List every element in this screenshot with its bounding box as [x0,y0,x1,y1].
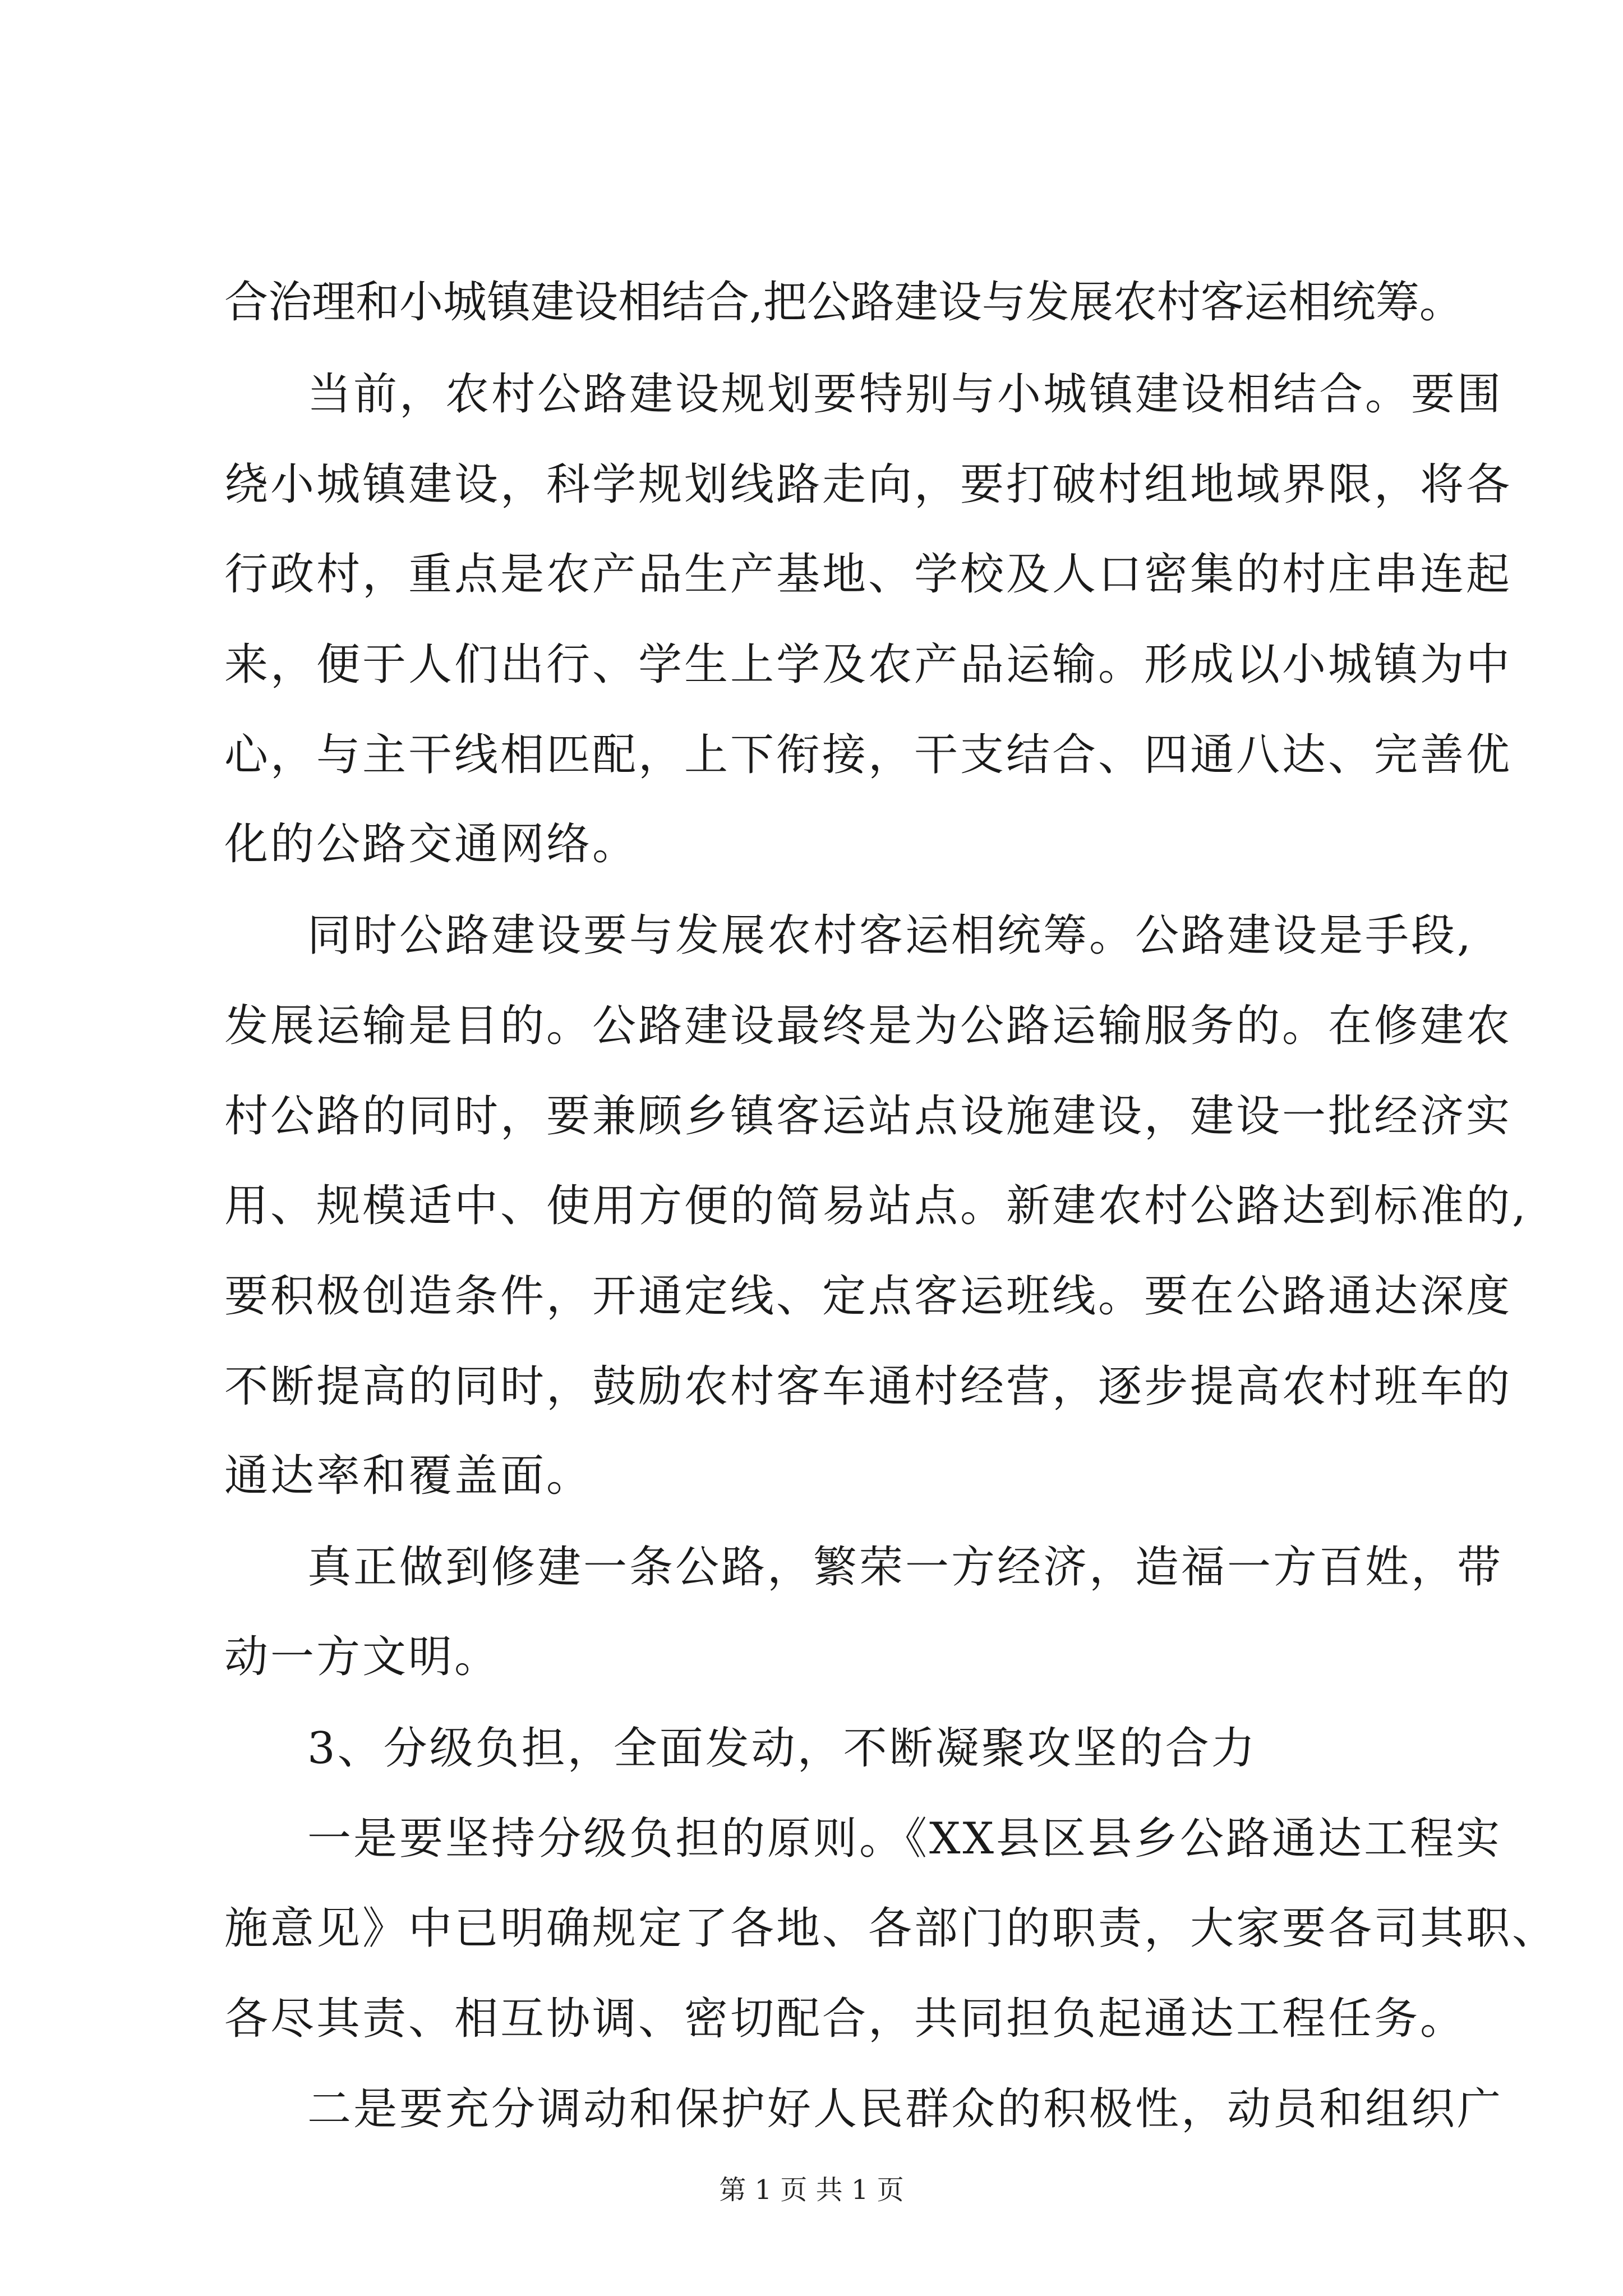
text-line: 动一方文明。 [224,1632,501,1682]
text-line: 心，与主干线相匹配，上下衔接，干支结合、四通八达、完善优 [224,730,1513,780]
text-line: 绕小城镇建设，科学规划线路走向，要打破村组地域界限，将各 [224,459,1513,510]
text-line: 通达率和覆盖面。 [224,1451,593,1501]
section-heading: 3、分级负担，全面发动，不断凝聚攻坚的合力 [307,1723,1257,1774]
text-line: 真正做到修建一条公路，繁荣一方经济，造福一方百姓，带 [307,1542,1504,1593]
text-line: 不断提高的同时，鼓励农村客车通村经营，逐步提高农村班车的 [224,1361,1513,1412]
text-line: 来，便于人们出行、学生上学及农产品运输。形成以小城镇为中 [224,639,1513,690]
text-line: 合治理和小城镇建设相结合,把公路建设与发展农村客运相统筹。 [224,277,1463,328]
text-line: 村公路的同时，要兼顾乡镇客运站点设施建设，建设一批经济实 [224,1091,1513,1142]
text-line: 一是要坚持分级负担的原则。《XX县区县乡公路通达工程实 [307,1814,1502,1864]
text-line: 二是要充分调动和保护好人民群众的积极性，动员和组织广 [307,2084,1504,2134]
text-line: 施意见》中已明确规定了各地、各部门的职责，大家要各司其职、 [224,1903,1559,1954]
text-line: 用、规模适中、使用方便的简易站点。新建农村公路达到标准的, [224,1181,1528,1231]
text-line: 同时公路建设要与发展农村客运相统筹。公路建设是手段, [307,910,1473,961]
text-line: 当前，农村公路建设规划要特别与小城镇建设相结合。要围 [307,369,1504,420]
text-line: 化的公路交通网络。 [224,819,639,869]
page-number-footer: 第 1 页 共 1 页 [719,2174,904,2206]
text-line: 要积极创造条件，开通定线、定点客运班线。要在公路通达深度 [224,1271,1513,1322]
text-line: 发展运输是目的。公路建设最终是为公路运输服务的。在修建农 [224,1001,1513,1051]
text-line: 行政村，重点是农产品生产基地、学校及人口密集的村庄串连起 [224,549,1513,600]
text-line: 各尽其责、相互协调、密切配合，共同担负起通达工程任务。 [224,1994,1467,2044]
